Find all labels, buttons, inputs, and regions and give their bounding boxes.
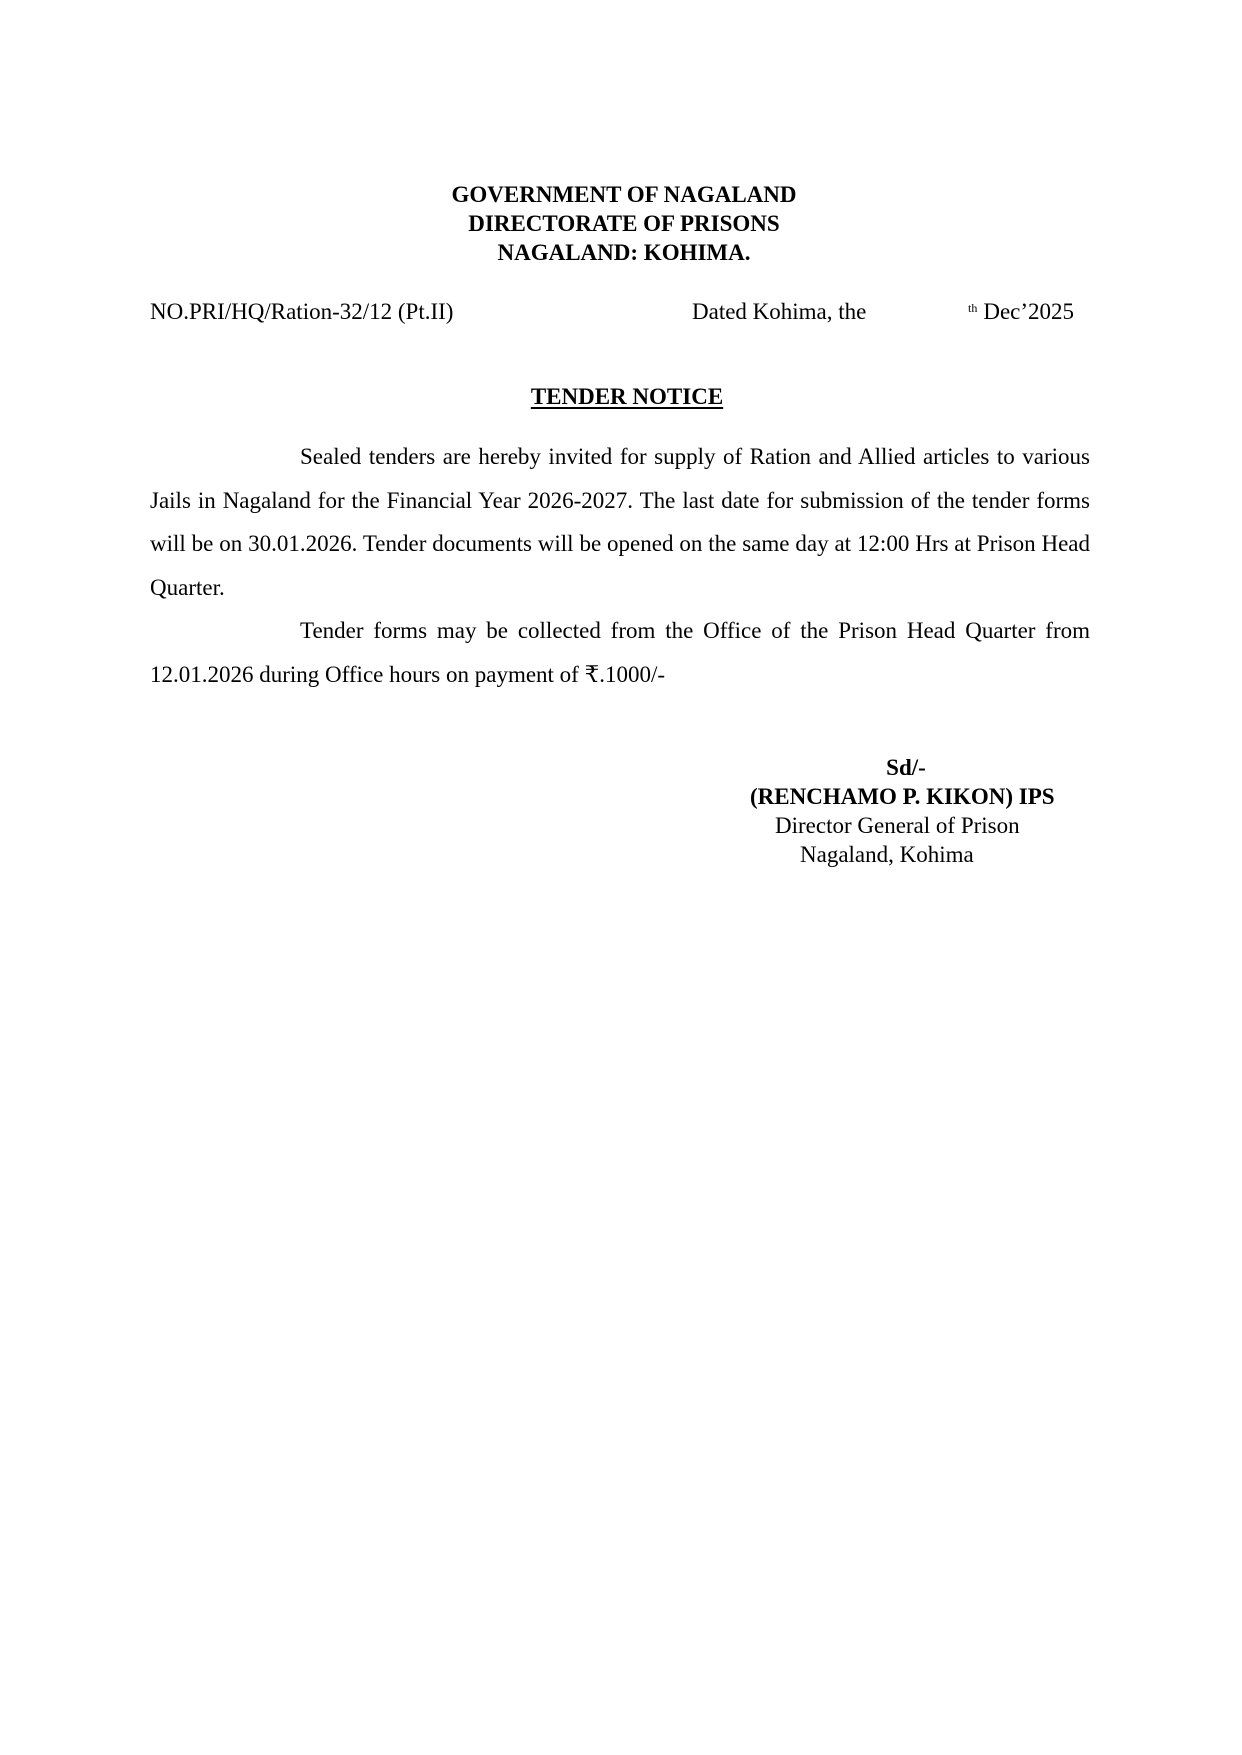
- letterhead: [0, 180, 1242, 267]
- signatory-name: (RENCHAMO P. KIKON) IPS: [750, 784, 1055, 809]
- notice-paragraph-1: Sealed tenders are hereby invited for supply of Ration and Allied articles to various Jails in Nagaland for the Financial Year 2026-2027. The last date for submission of the tender forms will be on 30.01.2026. Tender documents will be opened on the same day at 12:00 Hrs at Prison Head Quarter.: [150, 444, 1090, 600]
- signatory-place: Nagaland, Kohima: [800, 842, 974, 867]
- signed-mark: Sd/-: [886, 755, 926, 780]
- notice-paragraph-2: Tender forms may be collected from the Office of the Prison Head Quarter from 12.01.2026 during Office hours on payment of ₹.1000/-: [150, 618, 1090, 687]
- signatory-designation: Director General of Prison: [775, 813, 1020, 838]
- notice-body: [150, 435, 1090, 696]
- signature-block: [690, 753, 1090, 869]
- date-value: [968, 297, 1074, 327]
- letterhead-location: NAGALAND: KOHIMA.: [497, 240, 751, 265]
- notice-title-text: TENDER NOTICE: [530, 384, 724, 409]
- reference-number: NO.PRI/HQ/Ration-32/12 (Pt.II): [150, 299, 454, 324]
- month-year: Dec’2025: [983, 299, 1075, 324]
- letterhead-government: GOVERNMENT OF NAGALAND: [451, 182, 797, 207]
- day-suffix: th: [968, 301, 978, 315]
- dated-label: Dated Kohima, the: [692, 299, 867, 324]
- letterhead-directorate: DIRECTORATE OF PRISONS: [468, 211, 780, 236]
- reference-row: [150, 297, 1090, 327]
- notice-title: [0, 382, 1242, 412]
